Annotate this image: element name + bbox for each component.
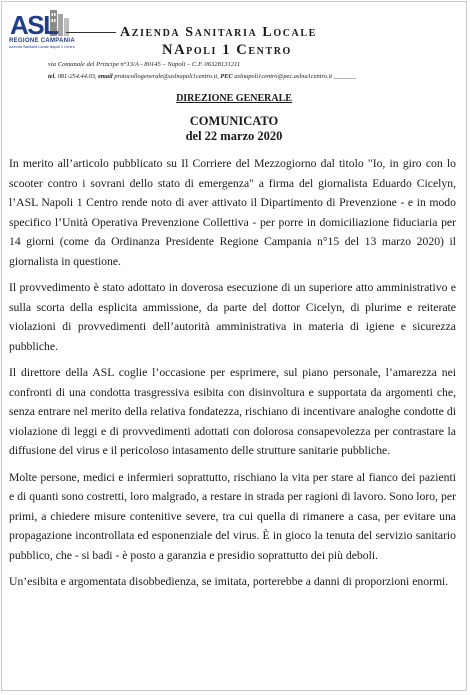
email-address[interactable]: protocollogenerale@aslnapoli1centro.it,	[114, 73, 219, 80]
asl-logo-mark	[9, 7, 71, 37]
date: del 22 marzo 2020	[185, 129, 283, 143]
contact-line	[48, 73, 356, 80]
organization-branch: NApoli 1 Centro	[162, 42, 292, 58]
pec-address[interactable]: aslnapoli1centro@pec.aslna1centro.it	[234, 73, 333, 80]
tel-label: tel.	[48, 73, 56, 80]
paragraph: In merito all’articolo pubblicato su Il Corriere del Mezzogiorno dal titolo "Io, in giro con lo scooter contro i sovrani dello stato di emergenza" a firma del giornalista Eduardo Cicelyn, l’ASL Napoli 1 Centro rende noto di aver attivato il Dipartimento di Prevenzione - e in modo specifico l’Unità Operativa Prevenzione Collettiva - per porre in domiciliazione fiduciaria per 14 giorni (come da Ordinanza Presidente Regione Campania n°15 del 13 marzo 2020) il giornalista in questione.	[9, 157, 456, 268]
press-release-title	[2, 114, 466, 144]
title: COMUNICATO	[189, 114, 279, 128]
svg-text:ASL: ASL	[10, 10, 58, 37]
paragraph: Molte persone, medici e infermieri soprattutto, rischiano la vita per stare al fianco dei pazienti e di quanti sono costretti, loro malgrado, a restare in strada per ragioni di lavoro. Sono loro, per primi, a chiedere misure contenitive severe, tra cui quella di rimanere a casa, per evitare una propagazione incontrollata ed esponenziale del virus. È in gioco la tenuta del servizio sanitario pubblico, che - si badi - è posto a garanzia e presidio soprattutto dei più deboli.	[9, 470, 456, 562]
paragraph: Un’esibita e argomentata disobbedienza, se imitata, porterebbe a danni di proporzioni enormi.	[9, 575, 449, 588]
organization-name: Azienda Sanitaria Locale	[120, 25, 317, 40]
paragraph: Il provvedimento è stato adottato in doverosa esecuzione di un superiore atto amministrativo e sulla scorta della esplicita ammissione, da parte del dottor Cicelyn, di plurime e reiterate violazioni di provvedimenti dell’autorità amministrativa in materia di igiene e sicurezza pubbliche.	[9, 281, 456, 353]
address-line: via Comunale del Principe n°13/A - 80145 – Napoli – C.F. 06328131211	[48, 61, 241, 68]
tel-number: 081-254.44.03,	[57, 73, 97, 80]
email-label: email	[98, 73, 113, 80]
pec-label: PEC	[220, 73, 233, 80]
asl-logo	[9, 7, 76, 55]
paragraph: Il direttore della ASL coglie l’occasione per esprimere, sul piano personale, l’amarezza nei confronti di una condotta trasgressiva esibita con disinvoltura e supportata da argomenti che, senza entrare nel merito della relativa fondatezza, rischiano di incentivare analoghe condotte di violazione di leggi e di provvedimenti adottati con dolorosa consapevolezza per contrastare la diffusione del virus e il pericoloso intasamento delle strutture sanitarie pubbliche.	[9, 366, 456, 457]
header-rule	[66, 32, 116, 33]
contact-trailing-rule: _______	[333, 73, 357, 80]
document-page	[1, 1, 467, 691]
logo-region-text: REGIONE CAMPANIA	[9, 38, 76, 44]
logo-agency-text: Azienda Sanitaria Locale Napoli 1 Centro	[9, 45, 75, 49]
document-body	[9, 154, 456, 599]
department-heading: DIREZIONE GENERALE	[176, 93, 292, 104]
